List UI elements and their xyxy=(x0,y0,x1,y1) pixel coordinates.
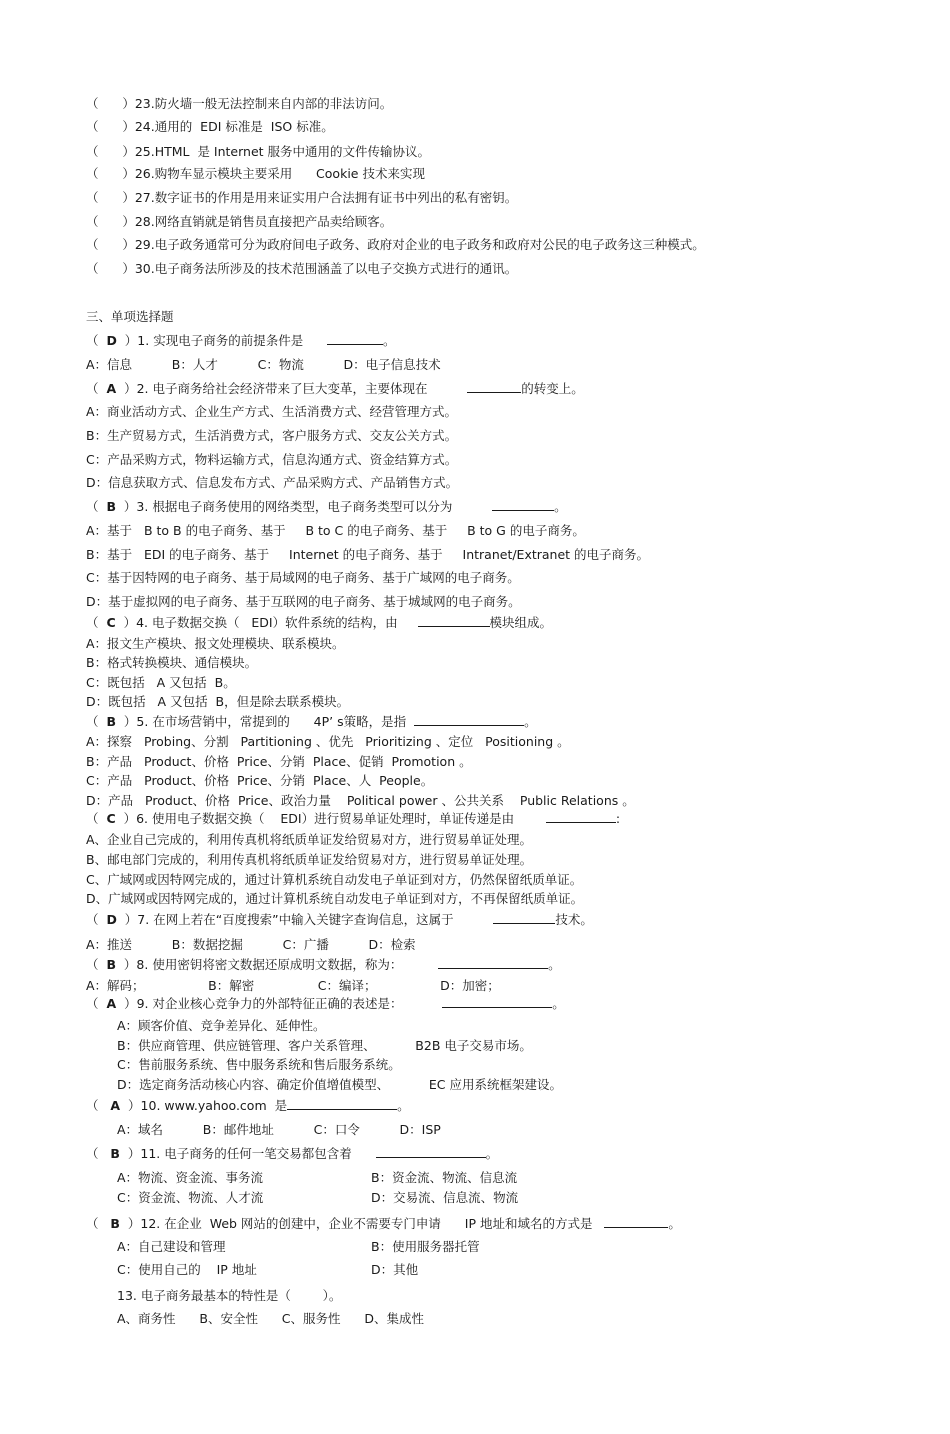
question-line xyxy=(86,614,552,631)
answer-blank xyxy=(442,995,552,1008)
answer-blank xyxy=(493,911,555,924)
question-text: ）11. 电子商务的任何一笔交易都包含着 xyxy=(119,1146,376,1161)
option-line: B：资金流、物流、信息流 xyxy=(371,1170,518,1185)
question-line xyxy=(86,498,567,515)
true-false-question: （ ）25.HTML 是 Internet 服务中通用的文件传输协议。 xyxy=(86,144,431,159)
question-tail: 。 xyxy=(552,996,565,1011)
answer-letter: D xyxy=(106,912,117,927)
answer-blank xyxy=(546,810,616,823)
answer-letter: B xyxy=(110,1216,120,1231)
true-false-question: （ ）26.购物车显示模块主要采用 Cookie 技术来实现 xyxy=(86,166,425,181)
question-text: ）4. 电子数据交换（ EDI）软件系统的结构，由 xyxy=(115,615,418,630)
question-line xyxy=(86,380,584,397)
question-open-paren: （ xyxy=(86,333,107,348)
question-line xyxy=(86,995,565,1012)
option-line: C：售前服务系统、售中服务系统和售后服务系统。 xyxy=(117,1057,401,1072)
question-open-paren: （ xyxy=(86,499,107,514)
option-line: A：基于 B to B 的电子商务、基于 B to C 的电子商务、基于 B to G 的电子商务。 xyxy=(86,523,585,538)
question-text: ）3. 根据电子商务使用的网络类型，电子商务类型可以分为 xyxy=(115,499,493,514)
answer-letter: B xyxy=(106,499,116,514)
question-tail: 。 xyxy=(397,1098,410,1113)
question-open-paren: （ xyxy=(86,1098,111,1113)
question-line xyxy=(86,1215,681,1232)
option-line: B、邮电部门完成的，利用传真机将纸质单证发给贸易对方，进行贸易单证处理。 xyxy=(86,852,533,867)
option-line: D：信息获取方式、信息发布方式、产品采购方式、产品销售方式。 xyxy=(86,475,459,490)
question-line xyxy=(86,332,396,349)
answer-letter: D xyxy=(106,333,117,348)
question-line xyxy=(86,1145,498,1162)
answer-blank xyxy=(418,614,490,627)
answer-letter: B xyxy=(106,957,116,972)
question-open-paren: （ xyxy=(86,996,107,1011)
true-false-question: （ ）23.防火墙一般无法控制来自内部的非法访问。 xyxy=(86,96,393,111)
option-line: C：资金流、物流、人才流 xyxy=(117,1190,264,1205)
option-line: A：信息 B：人才 C：物流 D：电子信息技术 xyxy=(86,357,441,372)
option-line: A、商务性 B、安全性 C、服务性 D、集成性 xyxy=(117,1311,425,1326)
option-line: B：生产贸易方式，生活消费方式，客户服务方式、交友公关方式。 xyxy=(86,428,458,443)
question-line xyxy=(86,810,620,827)
answer-blank xyxy=(492,498,554,511)
answer-blank xyxy=(467,380,521,393)
question-line xyxy=(86,956,561,973)
question-text: ）8. 使用密钥将密文数据还原成明文数据，称为： xyxy=(115,957,439,972)
question-text: ）10. www.yahoo.com 是 xyxy=(120,1098,288,1113)
option-line: A：自己建设和管理 xyxy=(117,1239,226,1254)
option-line: A：物流、资金流、事务流 xyxy=(117,1170,264,1185)
question-open-paren: （ xyxy=(86,811,107,826)
option-line: C：既包括 A 又包括 B。 xyxy=(86,675,236,690)
option-line: B：供应商管理、供应链管理、客户关系管理、 B2B 电子交易市场。 xyxy=(117,1038,532,1053)
question-open-paren: （ xyxy=(86,912,107,927)
question-open-paren: （ xyxy=(86,381,107,396)
question-tail: 技术。 xyxy=(555,912,593,927)
question-tail: 。 xyxy=(485,1146,499,1161)
question-line xyxy=(86,713,537,730)
answer-letter: C xyxy=(106,811,116,826)
question-tail: 。 xyxy=(524,714,537,729)
option-line: C：基于因特网的电子商务、基于局域网的电子商务、基于广域网的电子商务。 xyxy=(86,570,520,585)
option-line: C：产品采购方式，物料运输方式，信息沟通方式、资金结算方式。 xyxy=(86,452,458,467)
option-line: A：商业活动方式、企业生产方式、生活消费方式、经营管理方式。 xyxy=(86,404,458,419)
option-line: C：使用自己的 IP 地址 xyxy=(117,1262,257,1277)
answer-blank xyxy=(376,1145,486,1158)
question-line xyxy=(86,1097,410,1114)
true-false-question: （ ）24.通用的 EDI 标准是 ISO 标准。 xyxy=(86,119,334,134)
question-open-paren: （ xyxy=(86,1216,111,1231)
question-tail: 。 xyxy=(548,957,561,972)
true-false-question: （ ）28.网络直销就是销售员直接把产品卖给顾客。 xyxy=(86,214,393,229)
option-line: A：推送 B：数据挖掘 C：广播 D：检索 xyxy=(86,937,416,952)
question-tail: 。 xyxy=(554,499,567,514)
option-line: B：基于 EDI 的电子商务、基于 Internet 的电子商务、基于 Intranet/Extranet 的电子商务。 xyxy=(86,547,650,562)
answer-letter: B xyxy=(106,714,116,729)
option-line: A：域名 B：邮件地址 C：口令 D：ISP xyxy=(117,1122,441,1137)
option-line: D：基于虚拟网的电子商务、基于互联网的电子商务、基于城域网的电子商务。 xyxy=(86,594,521,609)
answer-letter: A xyxy=(106,996,117,1011)
question-tail: 模块组成。 xyxy=(489,615,553,630)
option-line: D：其他 xyxy=(371,1262,419,1277)
answer-letter: C xyxy=(106,615,116,630)
section-title: 三、单项选择题 xyxy=(86,309,174,324)
option-line: D：选定商务活动核心内容、确定价值增值模型、 EC 应用系统框架建设。 xyxy=(117,1077,562,1092)
option-line: C、广域网或因特网完成的，通过计算机系统自动发电子单证到对方，仍然保留纸质单证。 xyxy=(86,872,583,887)
option-line: A：探察 Probing、分割 Partitioning 、优先 Prioritizing 、定位 Positioning 。 xyxy=(86,734,570,749)
question-text: ）5. 在市场营销中，常提到的 4P’ s策略，是指 xyxy=(115,714,415,729)
option-line: A、企业自己完成的，利用传真机将纸质单证发给贸易对方，进行贸易单证处理。 xyxy=(86,832,533,847)
question-text: ）2. 电子商务给社会经济带来了巨大变革，主要体现在 xyxy=(116,381,468,396)
question-tail: 的转变上。 xyxy=(521,381,584,396)
question-open-paren: （ xyxy=(86,957,107,972)
option-line: C：产品 Product、价格 Price、分销 Place、人 People。 xyxy=(86,773,434,788)
option-line: D：交易流、信息流、物流 xyxy=(371,1190,519,1205)
option-line: A：顾客价值、竞争差异化、延伸性。 xyxy=(117,1018,326,1033)
question-tail: 。 xyxy=(383,333,396,348)
question-tail: : xyxy=(615,811,621,826)
answer-blank xyxy=(414,713,524,726)
answer-blank xyxy=(604,1215,668,1228)
option-line: A：解码； B：解密 C：编译； D：加密； xyxy=(86,978,500,993)
option-line: D、广域网或因特网完成的，通过计算机系统自动发电子单证到对方，不再保留纸质单证。 xyxy=(86,891,584,906)
question-text: ）1. 实现电子商务的前提条件是 xyxy=(116,333,328,348)
question-text: ）9. 对企业核心竞争力的外部特征正确的表述是： xyxy=(116,996,443,1011)
true-false-question: （ ）27.数字证书的作用是用来证实用户合法拥有证书中列出的私有密钥。 xyxy=(86,190,518,205)
question-tail: 。 xyxy=(668,1216,681,1231)
answer-letter: A xyxy=(106,381,117,396)
option-line: B：使用服务器托管 xyxy=(371,1239,480,1254)
question-text: ）7. 在网上若在“百度搜索”中输入关键字查询信息，这属于 xyxy=(116,912,494,927)
option-line: D：既包括 A 又包括 B，但是除去联系模块。 xyxy=(86,694,350,709)
true-false-question: （ ）30.电子商务法所涉及的技术范围涵盖了以电子交换方式进行的通讯。 xyxy=(86,261,518,276)
question-text: ）6. 使用电子数据交换（ EDI）进行贸易单证处理时，单证传递是由 xyxy=(115,811,546,826)
question-open-paren: （ xyxy=(86,714,107,729)
answer-blank xyxy=(287,1097,397,1110)
option-line: A：报文生产模块、报文处理模块、联系模块。 xyxy=(86,636,345,651)
answer-letter: A xyxy=(110,1098,121,1113)
question-open-paren: （ xyxy=(86,615,107,630)
option-line: 13. 电子商务最基本的特性是（ ）。 xyxy=(117,1288,342,1303)
question-open-paren: （ xyxy=(86,1146,111,1161)
option-line: D：产品 Product、价格 Price、政治力量 Political power 、公共关系 Public Relations 。 xyxy=(86,793,635,808)
answer-letter: B xyxy=(110,1146,120,1161)
option-line: B：格式转换模块、通信模块。 xyxy=(86,655,258,670)
option-line: B：产品 Product、价格 Price、分销 Place、促销 Promotion 。 xyxy=(86,754,472,769)
answer-blank xyxy=(438,956,548,969)
true-false-question: （ ）29.电子政务通常可分为政府间电子政务、政府对企业的电子政务和政府对公民的电子政务这三种模式。 xyxy=(86,237,705,252)
question-text: ）12. 在企业 Web 网站的创建中，企业不需要专门申请 IP 地址和域名的方式是 xyxy=(119,1216,605,1231)
question-line xyxy=(86,911,593,928)
answer-blank xyxy=(327,332,383,345)
